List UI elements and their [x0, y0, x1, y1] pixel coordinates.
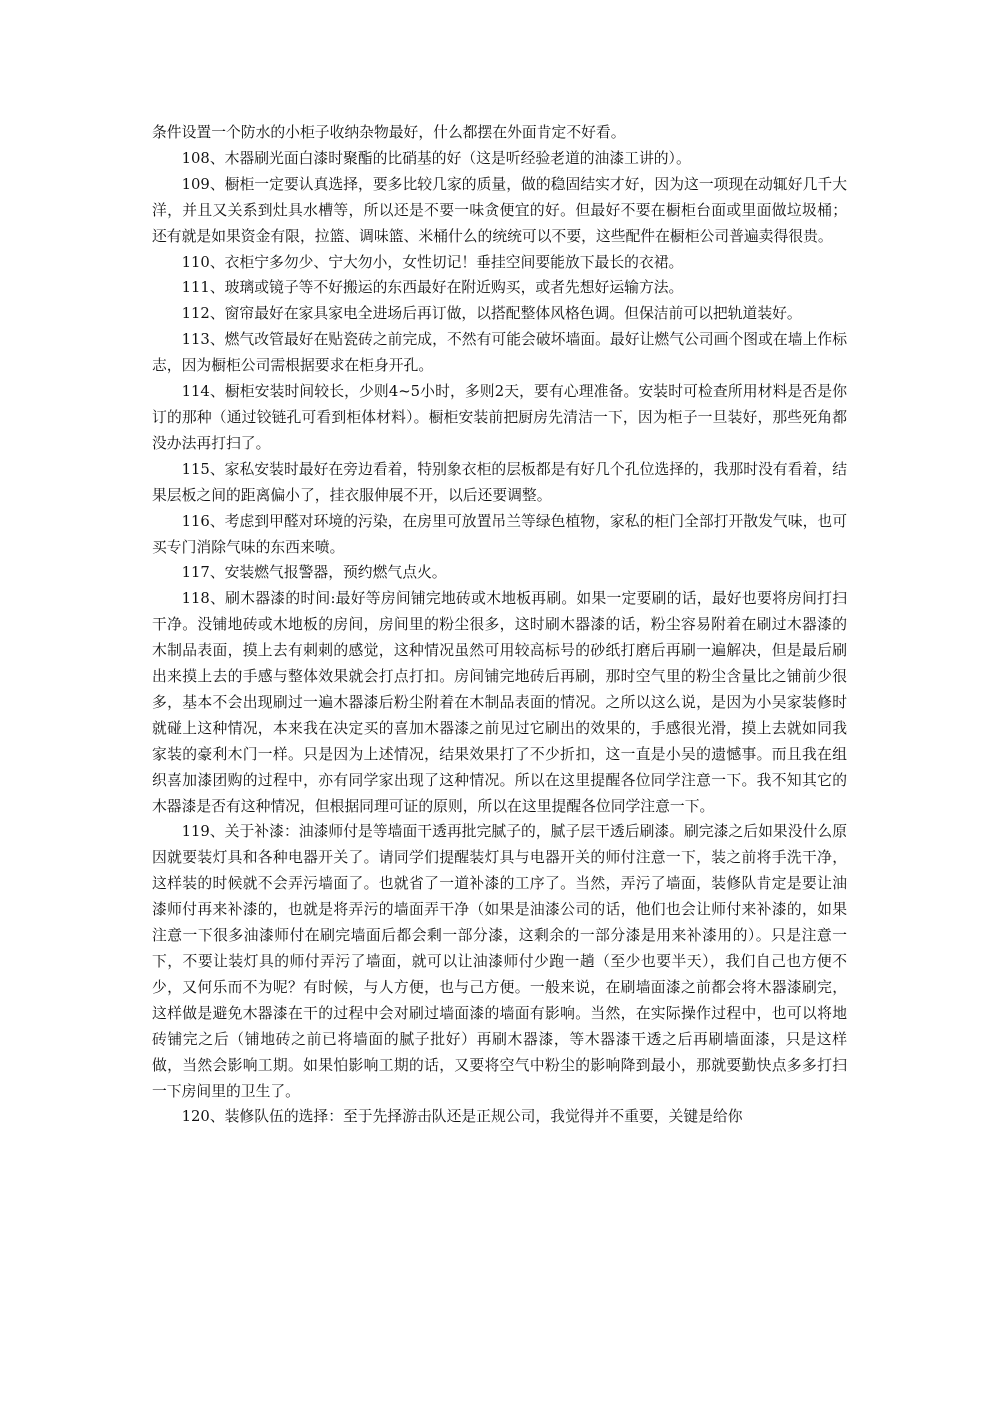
paragraph-item-116: 116、考虑到甲醛对环境的污染，在房里可放置吊兰等绿色植物，家私的柜门全部打开散发气味，也可买专门消除气味的东西来喷。 [152, 512, 847, 556]
paragraph-item-118: 118、刷木器漆的时间:最好等房间铺完地砖或木地板再刷。如果一定要刷的话，最好也要将房间打扫干净。没铺地砖或木地板的房间，房间里的粉尘很多，这时刷木器漆的话，粉尘容易附着在刷过木器漆的木制品表面，摸上去有刺刺的感觉，这种情况虽然可用较高标号的砂纸打磨后再刷一遍解决，但是最后刷出来摸上去的手感与整体效果就会打点打扣。房间铺完地砖后再刷，那时空气里的粉尘含量比之铺前少很多，基本不会出现刷过一遍木器漆后粉尘附着在木制品表面的情况。之所以这么说，是因为小吴家装修时就碰上这种情况，本来我在决定买的喜加木器漆之前见过它刷出的效果的，手感很光滑，摸上去就如同我家装的豪利木门一样。只是因为上述情况，结果效果打了不少折扣，这一直是小吴的遗憾事。而且我在组织喜加漆团购的过程中，亦有同学家出现了这种情况。所以在这里提醒各位同学注意一下。我不知其它的木器漆是否有这种情况，但根据同理可证的原则，所以在这里提醒各位同学注意一下。 [152, 590, 847, 815]
paragraph-item-114: 114、橱柜安装时间较长，少则4~5小时，多则2天，要有心理准备。安装时可检查所用材料是否是你订的那种（通过铰链孔可看到柜体材料）。橱柜安装前把厨房先清洁一下，因为柜子一旦装好，那些死角都没办法再打扫了。 [152, 383, 847, 452]
paragraph-item-110: 110、衣柜宁多勿少、宁大勿小，女性切记！垂挂空间要能放下最长的衣裙。 [181, 253, 684, 271]
paragraph-item-119: 119、关于补漆：油漆师付是等墙面干透再批完腻子的，腻子层干透后刷漆。刷完漆之后如果没什么原因就要装灯具和各种电器开关了。请同学们提醒装灯具与电器开关的师付注意一下，装之前将手洗干净，这样装的时候就不会弄污墙面了。也就省了一道补漆的工序了。当然，弄污了墙面，装修队肯定是要让油漆师付再来补漆的，也就是将弄污的墙面弄干净（如果是油漆公司的话，他们也会让师付来补漆的，如果注意一下很多油漆师付在刷完墙面后都会剩一部分漆，这剩余的一部分漆是用来补漆用的）。只是注意一下，不要让装灯具的师付弄污了墙面，就可以让油漆师付少跑一趟（至少也要半天），我们自己也方便不少，又何乐而不为呢？有时候，与人方便，也与己方便。一般来说，在刷墙面漆之前都会将木器漆刷完，这样做是避免木器漆在干的过程中会对刷过墙面漆的墙面有影响。当然，在实际操作过程中，也可以将地砖铺完之后（铺地砖之前已将墙面的腻子批好）再刷木器漆，等木器漆干透之后再刷墙面漆，只是这样做，当然会影响工期。如果怕影响工期的话，又要将空气中粉尘的影响降到最小，那就要勤快点多多打扫一下房间里的卫生了。 [152, 823, 847, 1100]
paragraph-item-112: 112、窗帘最好在家具家电全进场后再订做，以搭配整体风格色调。但保洁前可以把轨道装好。 [181, 305, 802, 323]
paragraph-continuation: 条件设置一个防水的小柜子收纳杂物最好，什么都摆在外面肯定不好看。 [152, 124, 626, 141]
document-body [152, 120, 847, 1130]
paragraph-item-117: 117、安装燃气报警器，预约燃气点火。 [181, 564, 447, 582]
paragraph-item-109: 109、橱柜一定要认真选择，要多比较几家的质量，做的稳固结实才好，因为这一项现在动辄好几千大洋，并且又关系到灶具水槽等，所以还是不要一味贪便宜的好。但最好不要在橱柜台面或里面做垃圾桶；还有就是如果资金有限，拉篮、调味篮、米桶什么的统统可以不要，这些配件在橱柜公司普遍卖得很贵。 [152, 175, 847, 245]
paragraph-item-108: 108、木器刷光面白漆时聚酯的比硝基的好（这是听经验老道的油漆工讲的）。 [181, 149, 691, 167]
paragraph-item-115: 115、家私安装时最好在旁边看着，特别象衣柜的层板都是有好几个孔位选择的，我那时没有看着，结果层板之间的距离偏小了，挂衣服伸展不开，以后还要调整。 [152, 460, 847, 504]
paragraph-item-111: 111、玻璃或镜子等不好搬运的东西最好在附近购买，或者先想好运输方法。 [181, 279, 684, 297]
paragraph-item-120: 120、装修队伍的选择：至于先择游击队还是正规公司，我觉得并不重要，关键是给你 [181, 1108, 743, 1126]
paragraph-item-113: 113、燃气改管最好在贴瓷砖之前完成，不然有可能会破坏墙面。最好让燃气公司画个图或在墙上作标志，因为橱柜公司需根据要求在柜身开孔。 [152, 331, 847, 375]
